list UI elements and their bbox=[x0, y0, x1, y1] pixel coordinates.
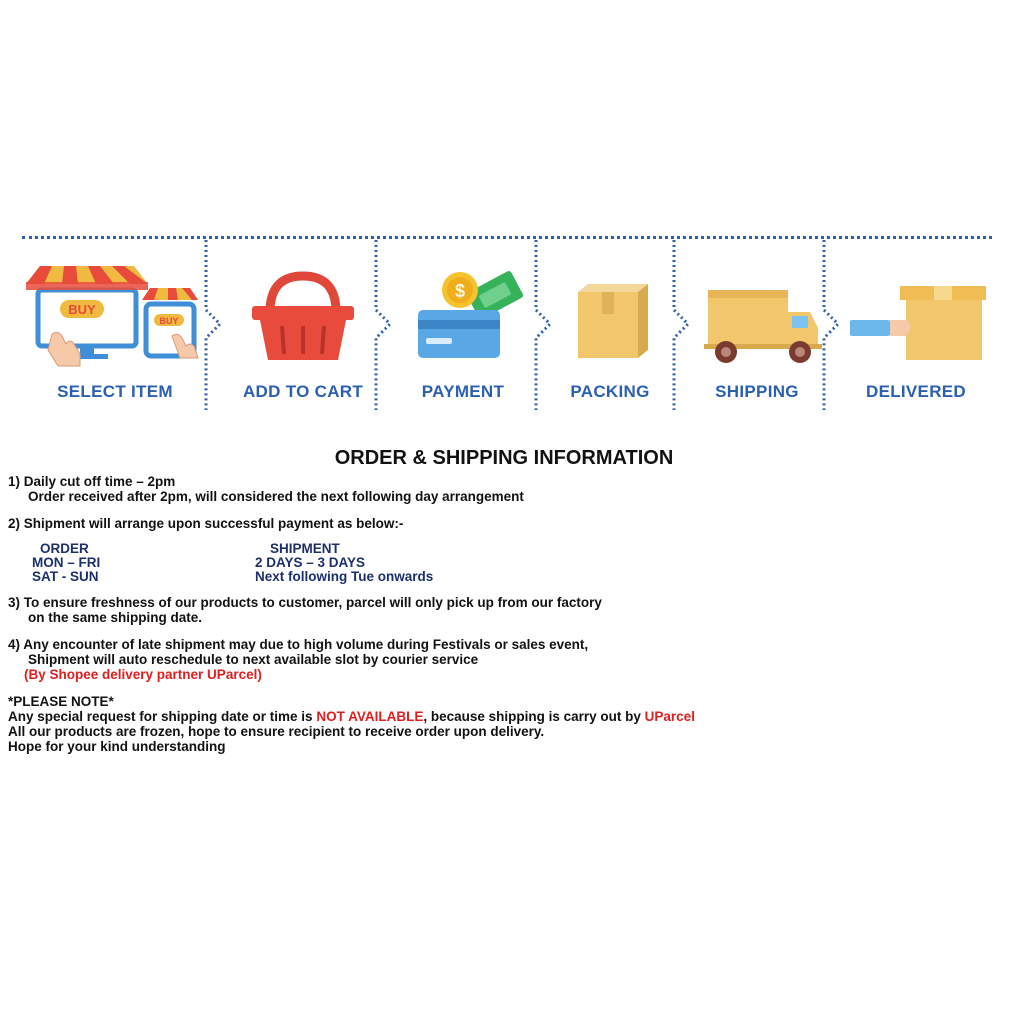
point-3-line-2: on the same shipping date. bbox=[28, 610, 203, 625]
strip-top-border bbox=[22, 236, 992, 239]
shipment-schedule bbox=[8, 541, 1008, 585]
delivery-hand-icon bbox=[836, 250, 996, 370]
step-select-item bbox=[22, 250, 208, 410]
step-label: ADD TO CART bbox=[242, 382, 364, 401]
step-label: SELECT ITEM bbox=[57, 382, 173, 401]
shop-icon bbox=[22, 250, 208, 370]
note-line-2: All our products are frozen, hope to ensure recipient to receive order upon delivery. bbox=[8, 724, 545, 739]
step-label: SHIPPING bbox=[715, 382, 799, 401]
point-3-line-1: 3) To ensure freshness of our products to customer, parcel will only pick up from our factory bbox=[8, 595, 602, 610]
step-label: PACKING bbox=[570, 382, 650, 401]
note-line-3: Hope for your kind understanding bbox=[8, 739, 226, 754]
buy-badge-small: BUY bbox=[159, 316, 179, 326]
step-packing bbox=[544, 250, 676, 410]
note-title: *PLEASE NOTE* bbox=[8, 694, 114, 709]
step-add-to-cart bbox=[218, 250, 388, 410]
schedule-row-days: MON – FRI bbox=[32, 555, 101, 570]
point-4-line-3: (By Shopee delivery partner UParcel) bbox=[24, 667, 262, 682]
schedule-order-header: ORDER bbox=[40, 541, 89, 556]
order-shipping-info bbox=[8, 446, 1008, 754]
step-label: DELIVERED bbox=[866, 382, 966, 401]
basket-icon bbox=[218, 250, 388, 370]
info-title: ORDER & SHIPPING INFORMATION bbox=[334, 447, 674, 469]
note-line-1-c: , because shipping is carry out by bbox=[423, 709, 645, 724]
box-icon bbox=[544, 250, 676, 370]
point-2-line-1: 2) Shipment will arrange upon successful payment as below:- bbox=[8, 516, 404, 531]
note-line-1-a: Any special request for shipping date or time is bbox=[8, 709, 317, 724]
schedule-row-shipment: 2 DAYS – 3 DAYS bbox=[255, 555, 366, 570]
schedule-shipment-header: SHIPMENT bbox=[270, 541, 340, 556]
uparcel-text: UParcel bbox=[644, 709, 695, 724]
coin-symbol: $ bbox=[454, 281, 466, 301]
point-1-line-1: 1) Daily cut off time – 2pm bbox=[8, 474, 176, 489]
point-1-line-2: Order received after 2pm, will considered the next following day arrangement bbox=[28, 489, 524, 504]
step-delivered bbox=[836, 250, 996, 410]
not-available-text: NOT AVAILABLE bbox=[316, 709, 424, 724]
point-4-line-1: 4) Any encounter of late shipment may due to high volume during Festivals or sales event, bbox=[8, 637, 589, 652]
point-4-line-2: Shipment will auto reschedule to next available slot by courier service bbox=[28, 652, 479, 667]
note-line-1 bbox=[8, 709, 1008, 724]
schedule-row-shipment: Next following Tue onwards bbox=[255, 569, 434, 584]
card-payment-icon bbox=[388, 250, 538, 370]
schedule-row-days: SAT - SUN bbox=[32, 569, 99, 584]
buy-badge-large: BUY bbox=[68, 302, 96, 317]
order-process-strip bbox=[22, 236, 992, 412]
step-label: PAYMENT bbox=[421, 382, 505, 401]
step-payment bbox=[388, 250, 538, 410]
step-shipping bbox=[682, 250, 832, 410]
truck-icon bbox=[682, 250, 832, 370]
